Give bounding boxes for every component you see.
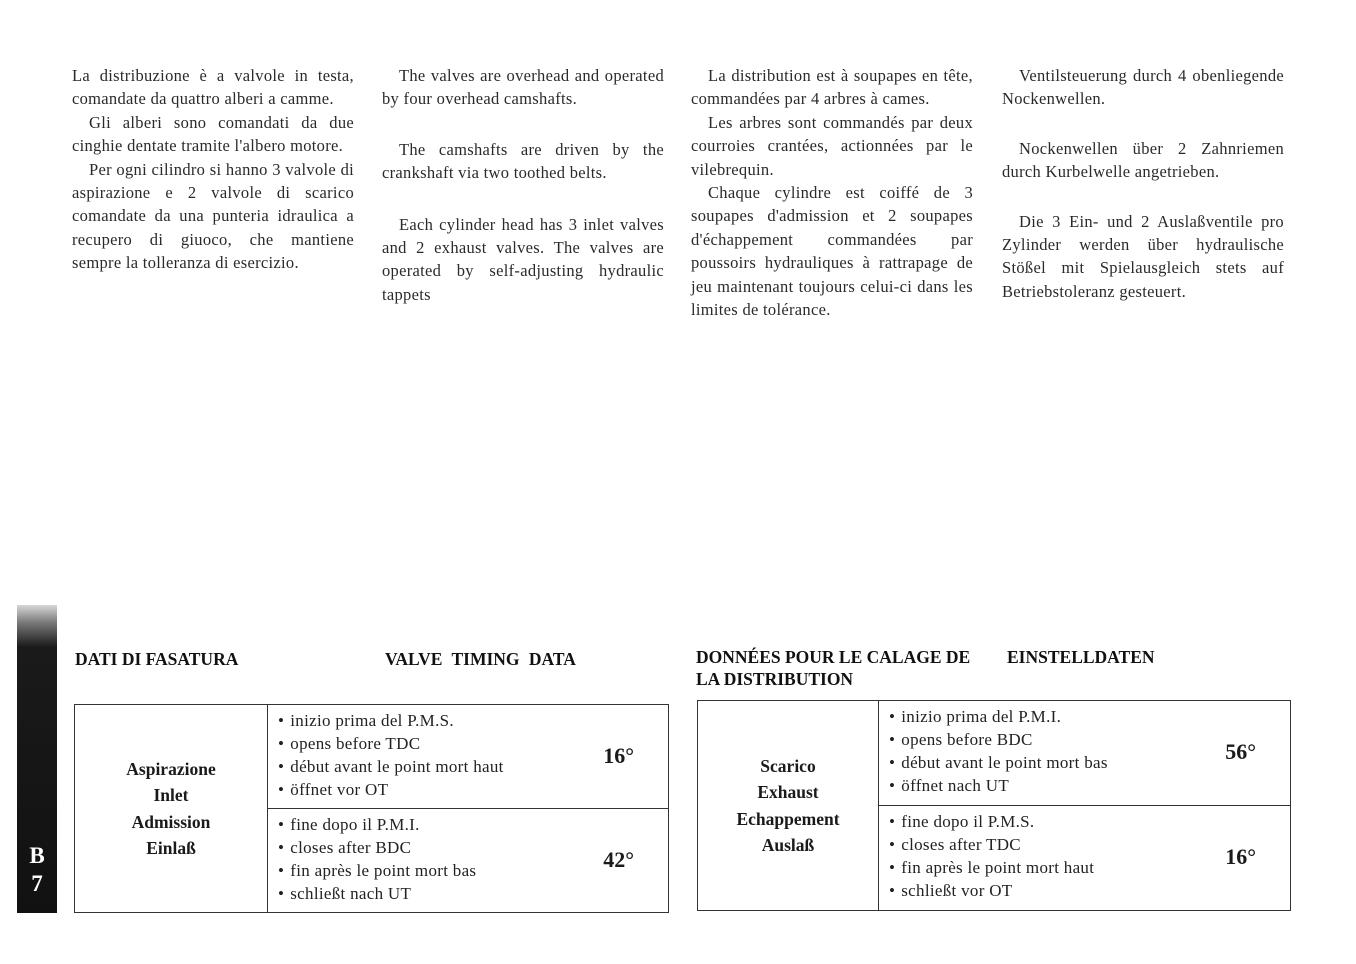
description-line: • fin après le point mort bas bbox=[278, 859, 668, 882]
section-letter: B bbox=[29, 843, 45, 868]
description-line: • inizio prima del P.M.S. bbox=[278, 709, 668, 732]
exhaust-closes-row bbox=[879, 806, 1290, 910]
text-column-french bbox=[691, 64, 973, 321]
exhaust-opens-row bbox=[879, 701, 1290, 806]
description-line: • inizio prima del P.M.I. bbox=[889, 705, 1290, 728]
paragraph: Ventilsteuerung durch 4 obenliegende Nockenwellen. bbox=[1002, 66, 1284, 109]
paragraph: Die 3 Ein- und 2 Auslaßventile pro Zylinder werden über hydraulische Stößel mit Spielausgleich stets auf Betriebstoleranz gesteuert. bbox=[1002, 211, 1284, 301]
label-line: Scarico bbox=[760, 755, 816, 776]
angle-value: 16° bbox=[603, 743, 634, 768]
description-line: • öffnet nach UT bbox=[889, 774, 1290, 797]
text-column-english bbox=[382, 64, 664, 306]
description-line: • öffnet vor OT bbox=[278, 778, 668, 801]
description-line: • fine dopo il P.M.I. bbox=[278, 813, 668, 836]
paragraph: La distribuzione è a valvole in testa, comandate da quattro alberi a camme. bbox=[72, 66, 354, 109]
description-line: • opens before TDC bbox=[278, 732, 668, 755]
description-line: • fin après le point mort haut bbox=[889, 856, 1290, 879]
description-line: • début avant le point mort bas bbox=[889, 751, 1290, 774]
paragraph: Per ogni cilindro si hanno 3 valvole di aspirazione e 2 valvole di scarico comandate da una punteria idraulica a recupero di giuoco, che mantiene sempre la tolleranza di esercizio. bbox=[72, 159, 354, 273]
description-line: • schließt nach UT bbox=[278, 882, 668, 905]
description-line: • début avant le point mort haut bbox=[278, 755, 668, 778]
paragraph: Chaque cylindre est coiffé de 3 soupapes d'admission et 2 soupapes d'échappement commandées par poussoirs hydrauliques à rattrapage de jeu maintenant toujours celui-ci dans les limites de tolérance. bbox=[691, 183, 973, 320]
text-column-german bbox=[1002, 64, 1284, 303]
description-line: • fine dopo il P.M.S. bbox=[889, 810, 1290, 833]
inlet-label-cell bbox=[75, 705, 268, 912]
section-page-number: 7 bbox=[31, 871, 43, 896]
description-line: • closes after BDC bbox=[278, 836, 668, 859]
angle-value: 56° bbox=[1225, 739, 1256, 764]
label-line: Exhaust bbox=[757, 782, 819, 802]
description-line: • opens before BDC bbox=[889, 728, 1290, 751]
exhaust-label-cell bbox=[698, 701, 879, 910]
angle-value: 42° bbox=[603, 847, 634, 872]
paragraph: Gli alberi sono comandati da due cinghie dentate tramite l'albero motore. bbox=[72, 112, 354, 156]
paragraph: The camshafts are driven by the crankshaft via two toothed belts. bbox=[382, 139, 664, 183]
label-line: Einlaß bbox=[146, 838, 196, 858]
heading-french: DONNÉES POUR LE CALAGE DE LA DISTRIBUTION bbox=[696, 647, 971, 689]
inlet-timing-table bbox=[74, 704, 669, 913]
inlet-opens-row bbox=[268, 705, 668, 809]
label-line: Auslaß bbox=[761, 835, 815, 855]
label-line: Aspirazione bbox=[126, 758, 216, 779]
heading-german: EINSTELLDATEN bbox=[1007, 647, 1155, 667]
label-line: Echappement bbox=[736, 808, 840, 829]
paragraph: The valves are overhead and operated by four overhead camshafts. bbox=[382, 66, 664, 109]
label-line: Admission bbox=[131, 811, 211, 832]
section-tab bbox=[17, 605, 57, 913]
heading-english: VALVE TIMING DATA bbox=[385, 649, 576, 669]
angle-value: 16° bbox=[1225, 844, 1256, 869]
paragraph: Each cylinder head has 3 inlet valves and 2 exhaust valves. The valves are operated by self-adjusting hydraulic tappets bbox=[382, 214, 664, 304]
description-line: • closes after TDC bbox=[889, 833, 1290, 856]
heading-italian: DATI DI FASATURA bbox=[75, 649, 239, 669]
paragraph: Les arbres sont commandés par deux courroies crantées, actionnées par le vilebrequin. bbox=[691, 112, 973, 179]
paragraph: La distribution est à soupapes en tête, commandées par 4 arbres à cames. bbox=[691, 66, 973, 109]
text-column-italian bbox=[72, 64, 354, 275]
paragraph: Nockenwellen über 2 Zahnriemen durch Kurbelwelle angetrieben. bbox=[1002, 138, 1284, 182]
label-line: Inlet bbox=[153, 785, 189, 805]
exhaust-timing-table bbox=[697, 700, 1291, 911]
description-line: • schließt vor OT bbox=[889, 879, 1290, 902]
inlet-closes-row bbox=[268, 809, 668, 912]
